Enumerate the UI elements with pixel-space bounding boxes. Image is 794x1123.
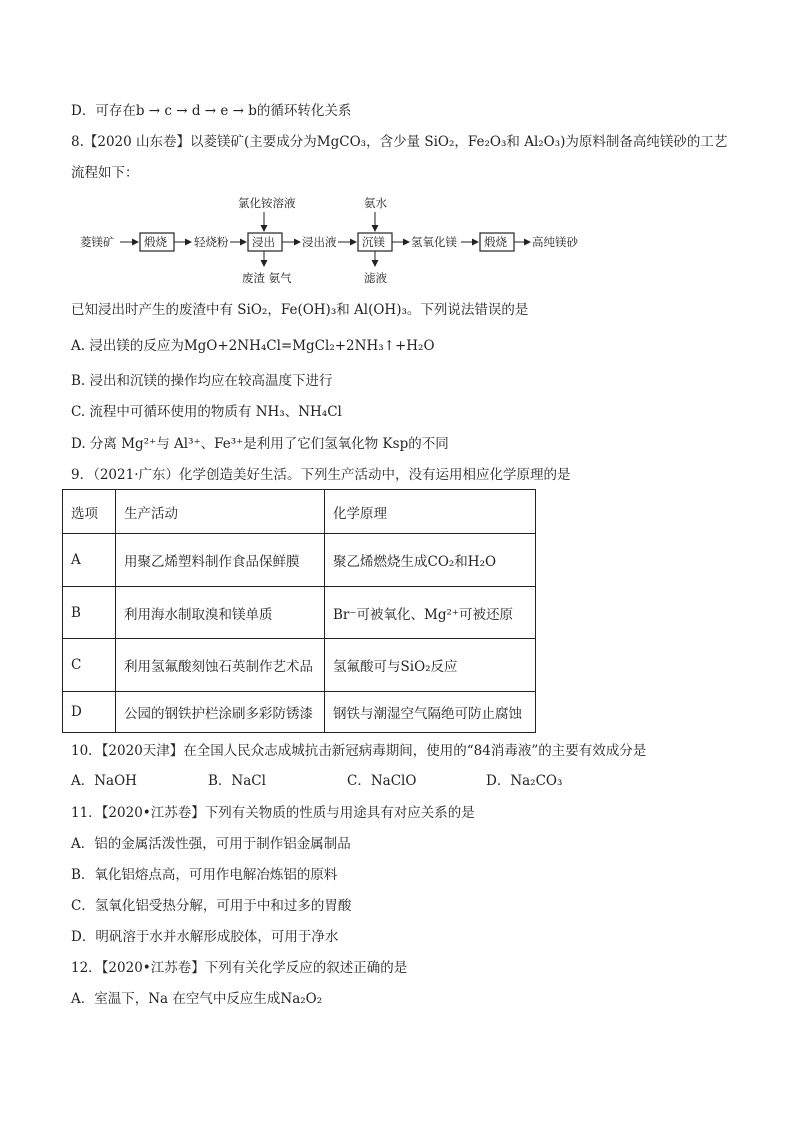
q8-stem-line2: 流程如下： — [71, 165, 139, 181]
cell-activity: 利用海水制取溴和镁单质 — [116, 587, 325, 639]
q9-stem: 9．（2021·广东）化学创造美好生活。下列生产活动中，没有运用相应化学原理的是 — [71, 467, 571, 483]
cell-principle: 钢铁与潮湿空气隔绝可防止腐蚀 — [325, 692, 536, 733]
q10-option-a: A．NaOH — [71, 773, 137, 789]
q11-option-b: B．氧化铝熔点高，可用作电解冶炼铝的原料 — [71, 867, 338, 883]
q10-option-b: B．NaCl — [208, 773, 266, 789]
table-row — [63, 534, 536, 587]
flow-mid3: 氢氧化镁 — [411, 235, 457, 249]
cell-activity: 用聚乙烯塑料制作食品保鲜膜 — [116, 534, 325, 587]
q8-stem-line1: 8.【2020 山东卷】以菱镁矿(主要成分为MgCO₃，含少量 SiO₂，Fe₂O₃和 Al₂O₃)为原料制备高纯镁砂的工艺 — [71, 134, 728, 150]
q7-option-d: D．可存在b → c → d → e → b的循环转化关系 — [71, 103, 352, 119]
header-principle: 化学原理 — [325, 490, 536, 534]
flow-mid1: 轻烧粉 — [194, 235, 229, 249]
q10-option-d: D．Na₂CO₃ — [486, 773, 563, 789]
flow-mid2: 浸出液 — [302, 235, 337, 249]
q11-option-a: A．铝的金属活泼性强，可用于制作铝金属制品 — [71, 836, 351, 852]
flow-box3-label: 沉镁 — [362, 235, 385, 249]
table-row — [63, 692, 536, 733]
q12-stem: 12．【2020•江苏卷】下列有关化学反应的叙述正确的是 — [71, 960, 408, 976]
table-row — [63, 587, 536, 639]
cell-principle: Br⁻可被氧化、Mg²⁺可被还原 — [325, 587, 536, 639]
flow-box4-label: 煅烧 — [484, 235, 507, 249]
cell-option: C — [63, 639, 116, 692]
flow-out3: 滤液 — [364, 271, 387, 285]
q12-option-a: A．室温下，Na 在空气中反应生成Na₂O₂ — [71, 991, 323, 1007]
q8-known: 已知浸出时产生的废渣中有 SiO₂，Fe(OH)₃和 Al(OH)₃。下列说法错误的是 — [71, 302, 529, 318]
q11-option-d: D．明矾溶于水并水解形成胶体，可用于净水 — [71, 929, 339, 945]
flow-box2-label: 浸出 — [252, 235, 275, 249]
q11-option-c: C．氢氧化铝受热分解，可用于中和过多的胃酸 — [71, 898, 352, 914]
table-row — [63, 639, 536, 692]
header-activity: 生产活动 — [116, 490, 325, 534]
cell-activity: 公园的钢铁护栏涂刷多彩防锈漆 — [116, 692, 325, 733]
flow-end: 高纯镁砂 — [532, 235, 578, 249]
table-row — [63, 490, 536, 534]
q8-option-a: A. 浸出镁的反应为MgO+2NH₄Cl=MgCl₂+2NH₃↑+H₂O — [71, 338, 435, 354]
q9-table — [62, 489, 536, 733]
q11-stem: 11．【2020•江苏卷】下列有关物质的性质与用途具有对应关系的是 — [71, 805, 475, 821]
q8-option-c: C. 流程中可循环使用的物质有 NH₃、NH₄Cl — [71, 404, 342, 420]
q10-stem: 10．【2020天津】在全国人民众志成城抗击新冠病毒期间，使用的“84消毒液”的主要有效成分是 — [71, 743, 647, 759]
flow-box1-label: 煅烧 — [144, 235, 167, 249]
cell-option: B — [63, 587, 116, 639]
cell-option: A — [63, 534, 116, 587]
cell-option: D — [63, 692, 116, 733]
q8-option-d: D. 分离 Mg²⁺与 Al³⁺、Fe³⁺是利用了它们氢氧化物 Ksp的不同 — [71, 436, 449, 452]
flow-start: 菱镁矿 — [80, 235, 115, 249]
cell-principle: 聚乙烯燃烧生成CO₂和H₂O — [325, 534, 536, 587]
cell-principle: 氢氟酸可与SiO₂反应 — [325, 639, 536, 692]
q8-flowchart — [78, 192, 638, 288]
flow-reagent1: 氯化铵溶液 — [238, 196, 296, 210]
flow-reagent2: 氨水 — [364, 196, 387, 210]
q8-option-b: B. 浸出和沉镁的操作均应在较高温度下进行 — [71, 373, 333, 389]
q10-option-c: C．NaClO — [347, 773, 417, 789]
cell-activity: 利用氢氟酸刻蚀石英制作艺术品 — [116, 639, 325, 692]
flow-out2: 废渣 氨气 — [242, 271, 292, 285]
header-option: 选项 — [63, 490, 116, 534]
